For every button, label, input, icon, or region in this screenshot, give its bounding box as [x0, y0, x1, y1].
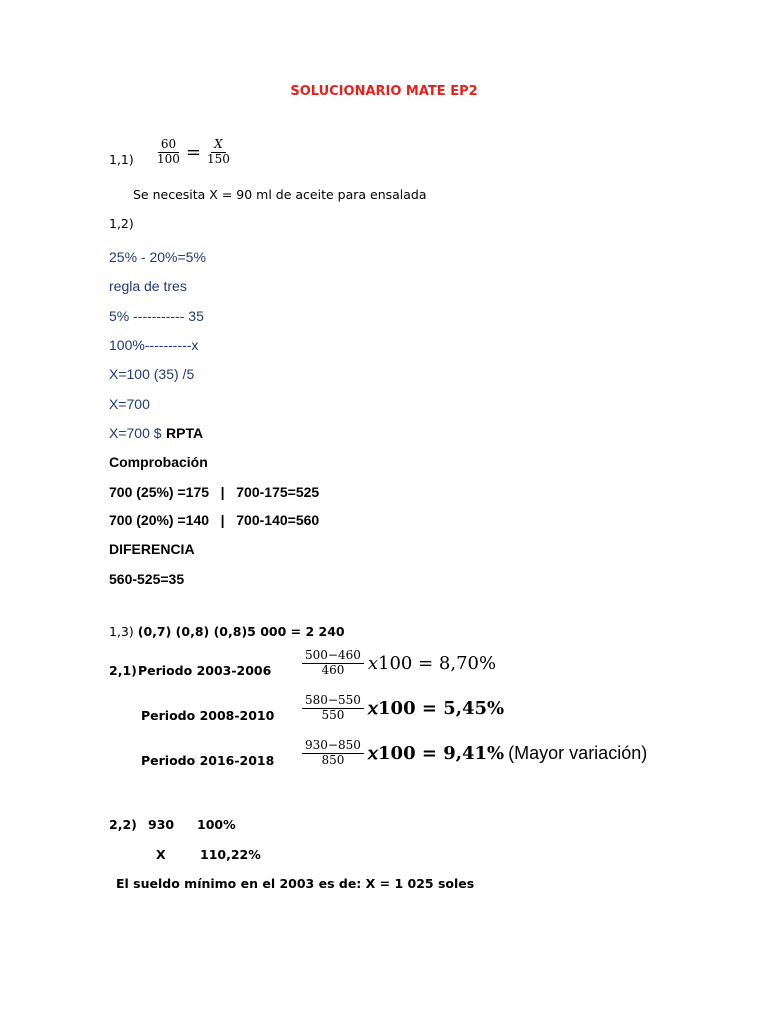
- q12-line: 25% - 20%=5%: [109, 249, 206, 265]
- q11-right-den: 150: [207, 151, 230, 166]
- q22-row1-a: 930: [148, 817, 175, 832]
- q21-period-formula: [302, 649, 500, 678]
- q12-comprobacion: Comprobación: [109, 454, 208, 470]
- q12-rpta-value: X=700 $: [109, 425, 162, 441]
- q22-label: 2,2): [109, 817, 137, 832]
- q12-diff-result: 560-525=35: [109, 571, 185, 587]
- q21-num: 580−550: [302, 694, 364, 709]
- q21-period-name: Periodo 2003-2006: [138, 663, 272, 678]
- q21-label: 2,1): [109, 663, 137, 678]
- q21-period-name: Periodo 2008-2010: [141, 708, 275, 723]
- q11-right-fraction: [204, 138, 233, 167]
- q11-left-den: 100: [157, 151, 180, 166]
- q13-text: (0,7) (0,8) (0,8)5 000 = 2 240: [137, 624, 345, 639]
- q11-equation: [154, 138, 233, 167]
- q13-label: 1,3): [109, 624, 134, 639]
- q21-period-formula: [302, 739, 647, 768]
- q13: [109, 624, 345, 639]
- q21-note: (Mayor variación): [508, 742, 648, 763]
- q12-line: X=700: [109, 396, 150, 412]
- q12-line: regla de tres: [109, 278, 187, 294]
- q22-row2-b: 110,22%: [200, 847, 261, 862]
- q21-den: 550: [321, 707, 345, 722]
- q21-den: 850: [321, 752, 345, 767]
- q12-line: 5% ----------- 35: [109, 308, 204, 324]
- q12-label: 1,2): [109, 216, 134, 231]
- q21-den: 460: [321, 662, 345, 677]
- q12-diferencia: DIFERENCIA: [109, 541, 195, 557]
- q22-row2-a: X: [156, 847, 166, 862]
- q21-fraction: [302, 694, 364, 723]
- q11-right-num: X: [211, 138, 226, 153]
- q21-period-name: Periodo 2016-2018: [141, 753, 275, 768]
- q12-line: 100%----------x: [109, 337, 199, 353]
- q11-equals: =: [185, 141, 201, 163]
- q21-num: 500−460: [302, 649, 364, 664]
- q21-period-formula: [302, 694, 508, 723]
- q21-result: 𝑥100 = 5,45%: [367, 697, 505, 719]
- q11-left-fraction: [154, 138, 183, 167]
- q11-left-num: 60: [158, 138, 179, 153]
- q21-result: 𝑥100 = 8,70%: [367, 652, 497, 674]
- q22-row1-b: 100%: [197, 817, 236, 832]
- q21-num: 930−850: [302, 739, 364, 754]
- q21-result: 𝑥100 = 9,41%: [367, 742, 505, 764]
- q12-rpta: [109, 425, 203, 443]
- q12-check-1: 700 (25%) =175 | 700-175=525: [109, 484, 320, 500]
- q12-line: X=100 (35) /5: [109, 366, 195, 382]
- q12-rpta-label: RPTA: [166, 425, 204, 441]
- page-title: SOLUCIONARIO MATE EP2: [290, 84, 478, 99]
- q11-answer: Se necesita X = 90 ml de aceite para ensalada: [133, 187, 427, 202]
- q21-fraction: [302, 649, 364, 678]
- q12-check-2: 700 (20%) =140 | 700-140=560: [109, 512, 320, 528]
- q21-fraction: [302, 739, 364, 768]
- q22-conclusion: El sueldo mínimo en el 2003 es de: X = 1 025 soles: [116, 876, 475, 891]
- q11-label: 1,1): [109, 152, 134, 167]
